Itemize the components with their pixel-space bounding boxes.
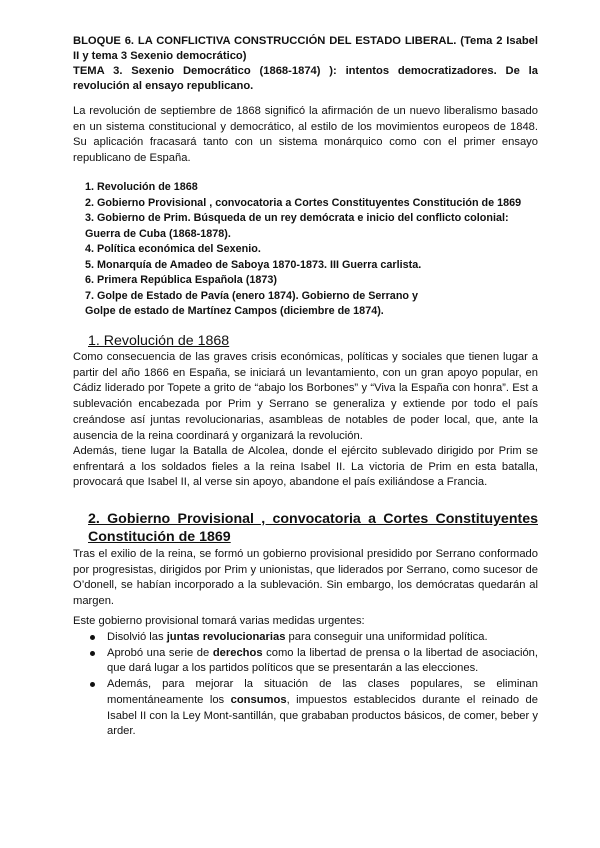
toc-item: 3. Gobierno de Prim. Búsqueda de un rey demócrata e inicio del conflicto colonial: Guerra de Cuba (1868-1878).	[85, 212, 509, 240]
bullet-icon	[90, 682, 95, 687]
list-item: Además, para mejorar la situación de las clases populares, se eliminan momentáneamente los consumos, impuestos establecidos durante el reinado de Isabel II con la Ley Mont-santillán, que grababan productos básicos, de comer, beber y arder.	[73, 677, 538, 740]
toc-item: 1. Revolución de 1868	[85, 181, 198, 193]
section-1-paragraph-2: Además, tiene lugar la Batalla de Alcolea, donde el ejército sublevado dirigido por Prim se enfrentará a los soldados fieles a la reina Isabel II. La victoria de Prim en esta batalla, provocará que Isabel II, al verse sin apoyo, abandone el país exiliándose a Francia.	[73, 445, 538, 489]
section-2-paragraph-2: Este gobierno provisional tomará varias medidas urgentes:	[73, 615, 365, 627]
list-item: Disolvió las juntas revolucionarias para conseguir una uniformidad política.	[73, 630, 538, 646]
list-item: Aprobó una serie de derechos como la libertad de prensa o la libertad de asociación, que dará lugar a los partidos políticos que se presentarán a las elecciones.	[73, 646, 538, 677]
table-of-contents	[85, 180, 545, 320]
toc-item: Golpe de estado de Martínez Campos (diciembre de 1874).	[85, 305, 384, 317]
measures-list	[73, 630, 538, 740]
bold-term: juntas revolucionarias	[166, 631, 286, 643]
document-header	[73, 34, 538, 94]
section-2-paragraph-1: Tras el exilio de la reina, se formó un gobierno provisional presidido por Serrano conformado por progresistas, dirigidos por Prim y unionistas, que liderados por Serrano, como sucesor de O’donell, se habían incorporado a la sublevación. Sin embargo, los demócratas quedarán al margen.	[73, 548, 538, 608]
toc-item: 2. Gobierno Provisional , convocatoria a Cortes Constituyentes Constitución de 1869	[85, 196, 522, 209]
theme-title: TEMA 3. Sexenio Democrático (1868-1874) ): intentos democratizadores. De la revolución al ensayo republicano.	[73, 65, 538, 92]
toc-item: 4. Política económica del Sexenio.	[85, 243, 261, 255]
toc-item: 7. Golpe de Estado de Pavía (enero 1874). Gobierno de Serrano y	[85, 289, 419, 302]
toc-item: 6. Primera República Española (1873)	[85, 274, 278, 286]
bullet-icon	[90, 635, 95, 640]
section-1-paragraph-1: Como consecuencia de las graves crisis económicas, políticas y sociales que tienen lugar a partir del año 1866 en España, se iniciará un levantamiento, con un gran apoyo popular, en Cádiz liderado por Topete a grito de “abajo los Borbones” y “Viva la España con honra”. Est a sublevación encabezada por Prim y Serrano se generaliza y extiende por todo el país creándose así juntas revolucionarias, asambleas de notables de poder local, que, ante la ausencia de la reina coordinará y organizará la revolución.	[73, 351, 538, 442]
block-title: BLOQUE 6. LA CONFLICTIVA CONSTRUCCIÓN DEL ESTADO LIBERAL. (Tema 2 Isabel II y tema 3 Sexenio democrático)	[73, 35, 538, 62]
toc-item: 5. Monarquía de Amadeo de Saboya 1870-1873. III Guerra carlista.	[85, 258, 422, 271]
section-1-heading: 1. Revolución de 1868	[88, 333, 230, 349]
bold-term: consumos	[230, 693, 287, 706]
bullet-icon	[90, 651, 95, 656]
bold-term: derechos	[212, 646, 263, 659]
section-2-heading: 2. Gobierno Provisional , convocatoria a Cortes Constituyentes Constitución de 1869	[88, 511, 538, 545]
intro-paragraph: La revolución de septiembre de 1868 significó la afirmación de un nuevo liberalismo basado en un sistema constitucional y democrático, al estilo de los movimientos europeos de 1848. Su aplicación fracasará tanto con un sistema monárquico como con el primer ensayo republicano de España.	[73, 105, 538, 165]
